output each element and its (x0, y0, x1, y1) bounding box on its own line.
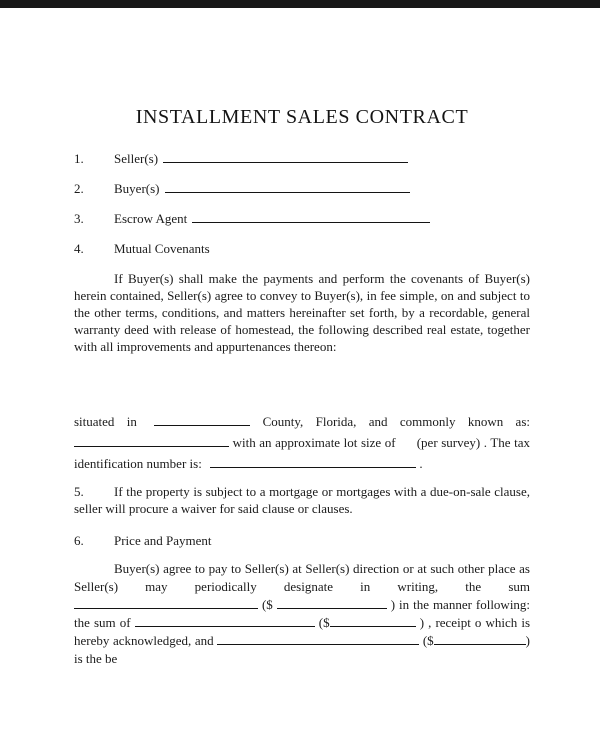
item-number: 4. (74, 241, 84, 256)
per-survey-text: (per survey) . The tax (416, 435, 531, 450)
payment-seg-3: ) in the manner following: the sum of (74, 597, 531, 630)
item-number: 3. (74, 211, 84, 226)
clause-5-number: 5. (74, 484, 84, 499)
situated-block (74, 411, 530, 474)
item-label: Mutual Covenants (114, 241, 210, 256)
clause-6-label: Price and Payment (114, 533, 212, 548)
payment-seg-7: ) is the be (74, 633, 531, 666)
situated-line-3 (74, 453, 530, 474)
county-blank-field (154, 425, 250, 426)
payment-paragraph (74, 560, 530, 668)
payment-seg-5: ) , receipt o which is hereby acknowledged, and (74, 615, 531, 648)
tax-id-label: identification number is: (74, 456, 202, 471)
downpayment-amount-blank-field (330, 626, 416, 627)
clause-6 (74, 532, 530, 549)
list-item-mutual-covenants (74, 240, 530, 257)
situated-prefix: situated in (74, 414, 137, 429)
tax-id-blank-field (210, 467, 416, 468)
situated-line-1 (74, 411, 530, 432)
list-item-buyers (74, 180, 530, 197)
sum-words-blank-field (74, 608, 258, 609)
document-title: INSTALLMENT SALES CONTRACT (135, 106, 469, 128)
item-number: 1. (74, 151, 84, 166)
clause-5 (74, 483, 530, 517)
item-label: Buyer(s) (114, 181, 160, 196)
scan-top-bar (0, 0, 600, 8)
item-number: 2. (74, 181, 84, 196)
document-content (0, 104, 600, 668)
situated-line-2 (74, 432, 530, 453)
sum-amount-blank-field (277, 608, 387, 609)
downpayment-words-blank-field (135, 626, 315, 627)
sellers-blank-field (163, 162, 408, 163)
payment-seg-4: ($ (318, 615, 330, 630)
list-item-sellers (74, 150, 530, 167)
payment-seg-2: ($ (261, 597, 273, 612)
lot-size-text: with an approximate lot size of (232, 435, 396, 450)
payment-seg-6: ($ (422, 633, 434, 648)
known-as-blank-field (74, 446, 229, 447)
covenants-paragraph: If Buyer(s) shall make the payments and perform the covenants of Buyer(s) herein contained, Seller(s) agree to convey to Buyer(s), in fee simple, on and subject to the other terms, conditions, and matters hereinafter set forth, by a recordable, general warranty deed with release of homestead, the following described real estate, together with all improvements and appurtenances thereon: (74, 271, 530, 354)
list-item-escrow-agent (74, 210, 530, 227)
item-label: Seller(s) (114, 151, 159, 166)
buyers-blank-field (165, 192, 410, 193)
balance-words-blank-field (217, 644, 419, 645)
clause-5-text: If the property is subject to a mortgage or mortgages with a due-on-sale clause, seller will procure a waiver for said clause or clauses. (74, 484, 530, 516)
escrow-agent-blank-field (192, 222, 430, 223)
balance-amount-blank-field (434, 644, 526, 645)
situated-suffix: County, Florida, and commonly known as: (262, 414, 530, 429)
clause-6-number: 6. (74, 533, 84, 548)
numbered-list (74, 150, 530, 257)
payment-seg-1: Buyer(s) agree to pay to Seller(s) at Seller(s) direction or at such other place as Seller(s) may periodically designate in writing, the sum (74, 561, 530, 594)
item-label: Escrow Agent (114, 211, 188, 226)
tax-id-period: . (419, 456, 423, 471)
